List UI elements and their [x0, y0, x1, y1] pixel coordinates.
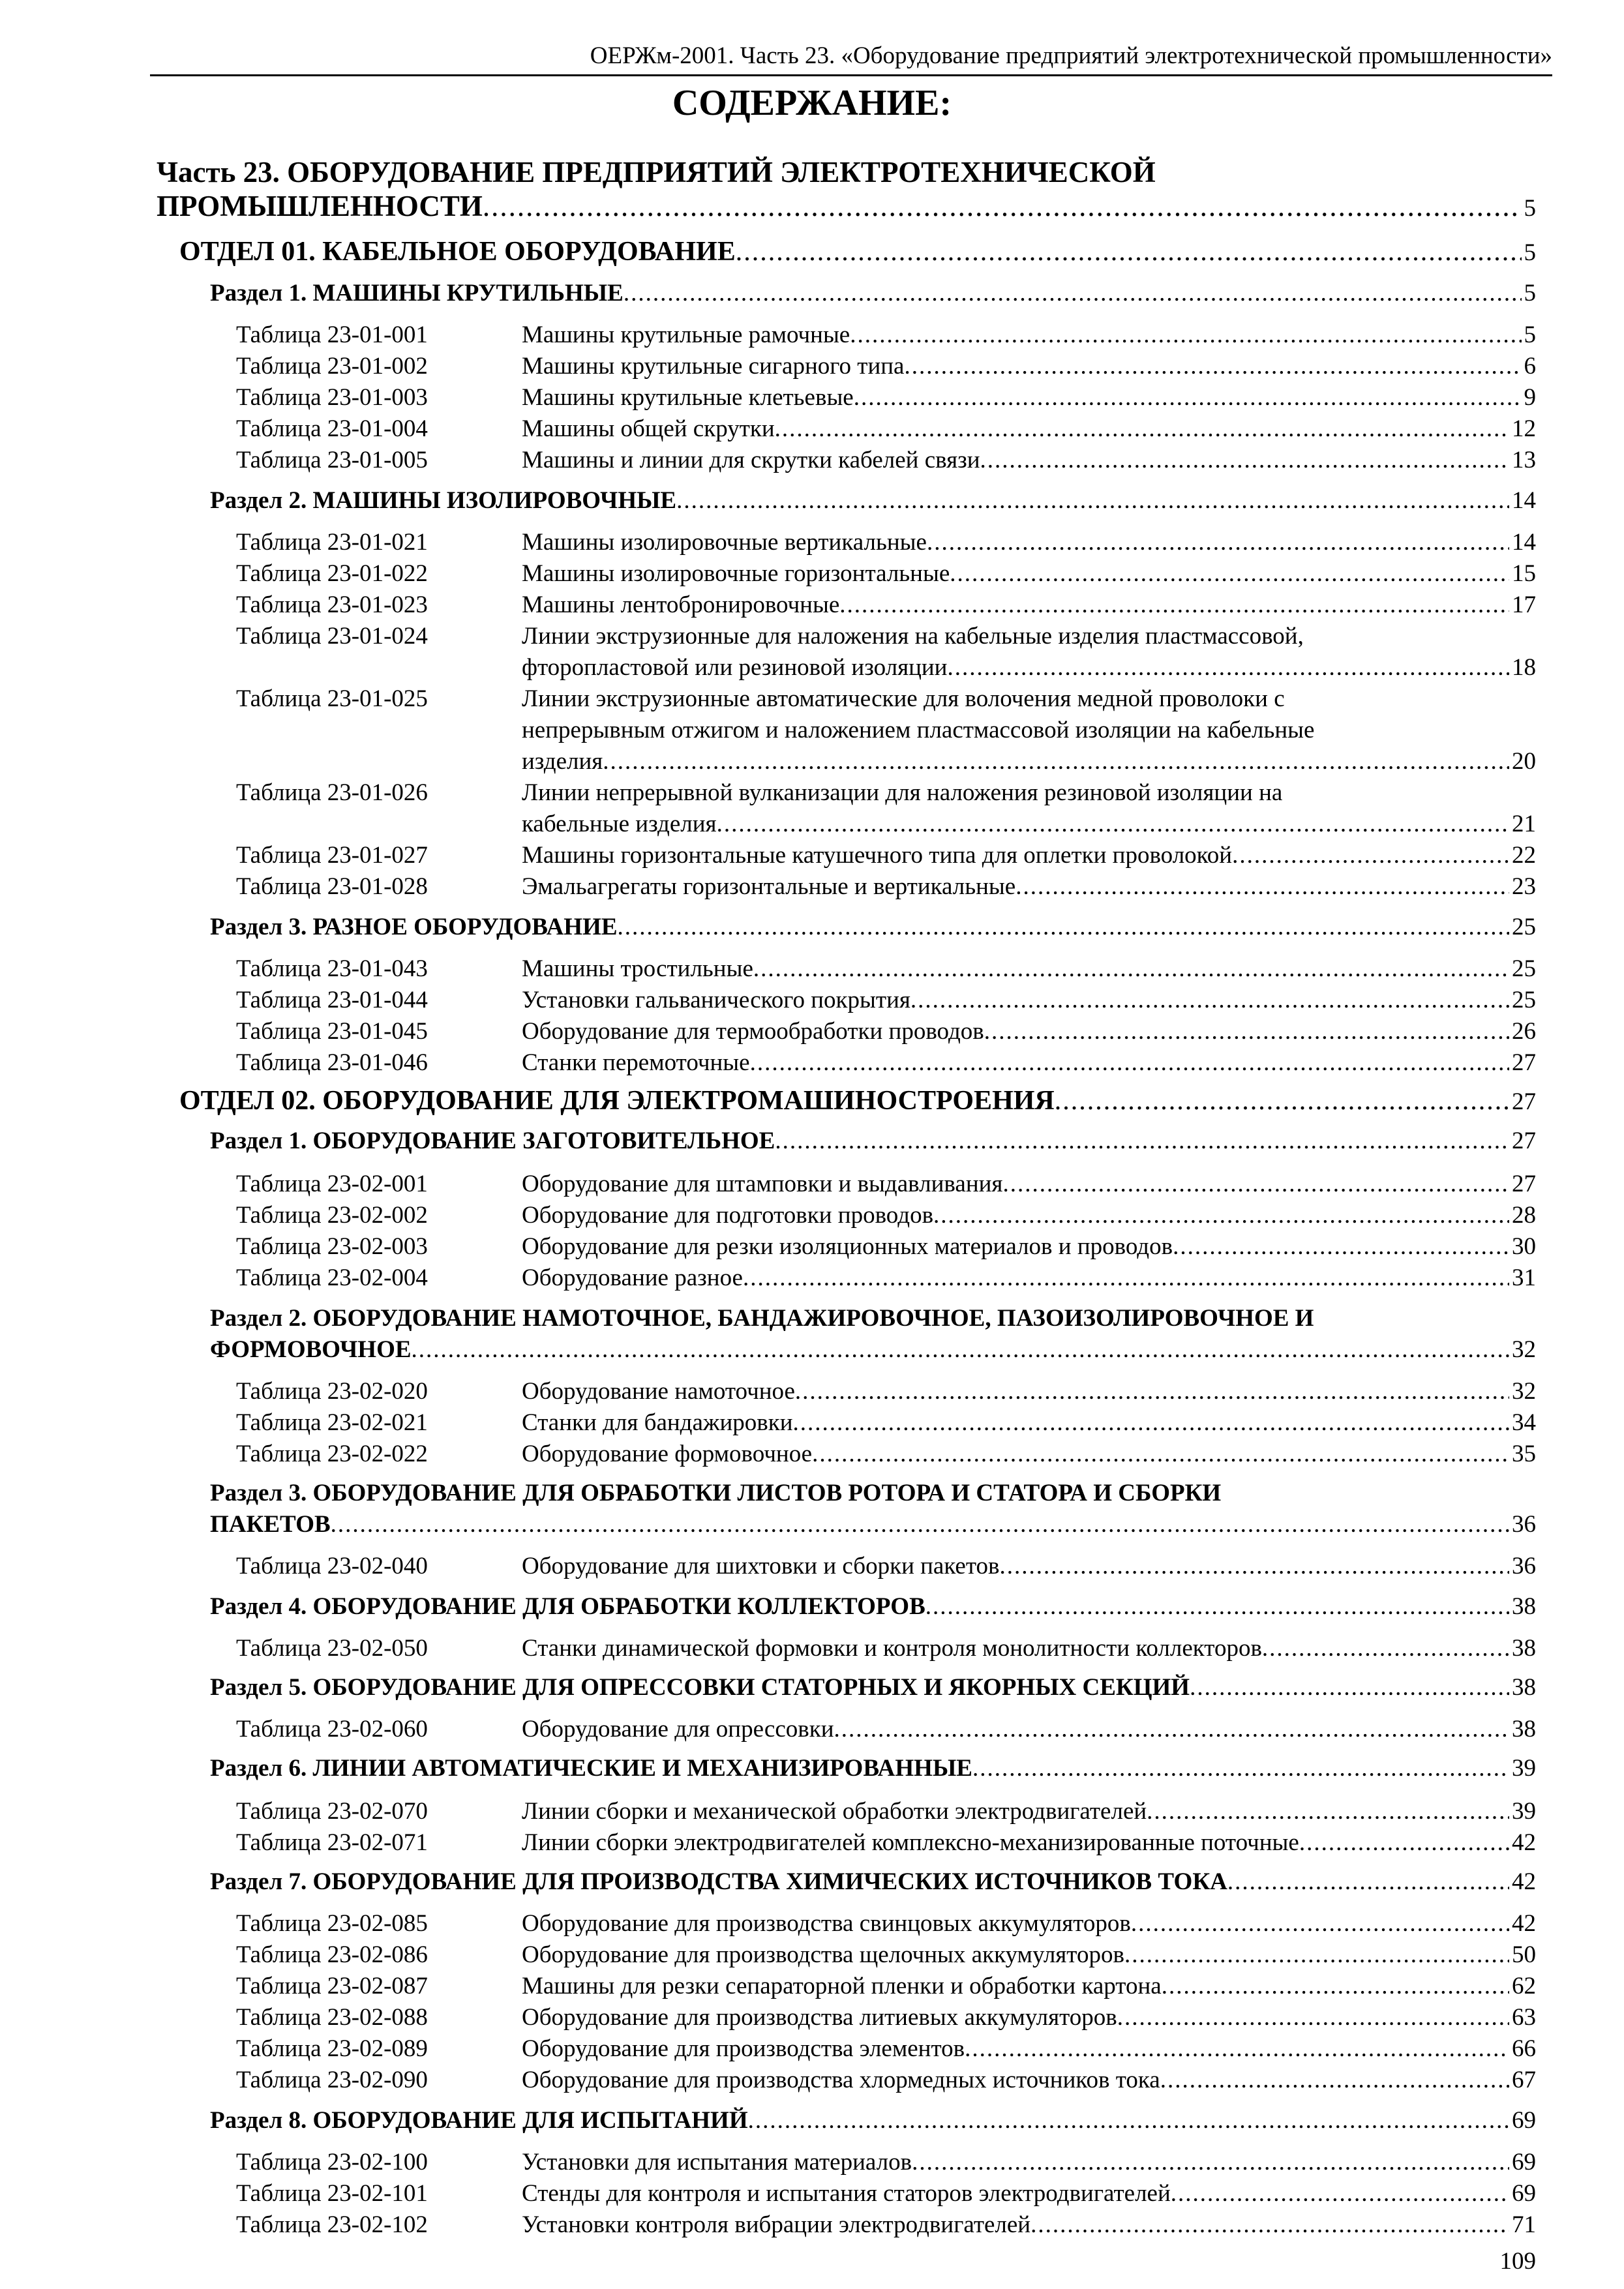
toc-page-number: 23: [1512, 873, 1536, 900]
toc-section-title: Раздел 6. ЛИНИИ АВТОМАТИЧЕСКИЕ И МЕХАНИЗИРОВАННЫЕ: [210, 1755, 972, 1782]
toc-page-number: 25: [1512, 955, 1536, 982]
toc-table-number: Таблица 23-01-026: [236, 779, 428, 806]
toc-table-number: Таблица 23-02-088: [236, 2004, 428, 2031]
leader-dots: [775, 1127, 1509, 1155]
toc-table-number: Таблица 23-01-005: [236, 447, 428, 473]
toc-table-number: Таблица 23-01-003: [236, 384, 428, 411]
leader-dots: [927, 528, 1509, 556]
toc-table-title: Оборудование для производства литиевых аккумуляторов: [522, 2004, 1117, 2031]
toc-page-number: 38: [1512, 1635, 1536, 1662]
toc-table-entry[interactable]: [236, 560, 1536, 588]
toc-section-title: Раздел 1. ОБОРУДОВАНИЕ ЗАГОТОВИТЕЛЬНОЕ: [210, 1128, 775, 1154]
toc-table-title: Линии сборки и механической обработки электродвигателей: [522, 1798, 1147, 1825]
toc-section-title-line1: Раздел 3. ОБОРУДОВАНИЕ ДЛЯ ОБРАБОТКИ ЛИСТОВ РОТОРА И СТАТОРА И СБОРКИ: [210, 1480, 1222, 1506]
toc-table-number: Таблица 23-02-002: [236, 1202, 428, 1229]
toc-page-number: 28: [1512, 1202, 1536, 1229]
toc-table-number: Таблица 23-02-021: [236, 1409, 428, 1436]
toc-department-title: ОТДЕЛ 01. КАБЕЛЬНОЕ ОБОРУДОВАНИЕ: [179, 237, 736, 267]
toc-section-title: Раздел 7. ОБОРУДОВАНИЕ ДЛЯ ПРОИЗВОДСТВА ХИМИЧЕСКИХ ИСТОЧНИКОВ ТОКА: [210, 1868, 1227, 1895]
toc-section-title-line2: ПАКЕТОВ: [210, 1511, 331, 1538]
leader-dots: [750, 1049, 1509, 1077]
toc-section[interactable]: [210, 1336, 1536, 1364]
leader-dots: [1015, 873, 1509, 901]
leader-dots: [331, 1510, 1509, 1538]
toc-table-title: Машины изолировочные вертикальные: [522, 529, 927, 556]
toc-page-number: 39: [1512, 1755, 1536, 1782]
toc-table-title: Машины крутильные клетьевые: [522, 384, 854, 411]
toc-page-number: 42: [1512, 1868, 1536, 1895]
leader-dots: [1160, 2066, 1509, 2094]
toc-table-title: Оборудование для штамповки и выдавливания: [522, 1171, 1003, 1197]
toc-table-entry[interactable]: [236, 1440, 1536, 1468]
toc-table-title: Машины тростильные: [522, 955, 753, 982]
toc-page-number: 20: [1512, 748, 1536, 775]
toc-department[interactable]: [179, 1085, 1536, 1116]
toc-section[interactable]: [210, 486, 1536, 515]
leader-dots: [483, 189, 1522, 223]
toc-page-number: 63: [1512, 2004, 1536, 2031]
toc-table-title: Линии сборки электродвигателей комплексно-механизированные поточные: [522, 1829, 1299, 1856]
toc-table-number: Таблица 23-02-050: [236, 1635, 428, 1662]
toc-table-entry[interactable]: [236, 955, 1536, 983]
toc-page-number: 38: [1512, 1674, 1536, 1701]
toc-table-number: Таблица 23-02-089: [236, 2035, 428, 2062]
toc-page-number: 25: [1512, 914, 1536, 940]
toc-table-entry[interactable]: [236, 1797, 1536, 1825]
toc-page-number: 31: [1512, 1264, 1536, 1291]
leader-dots: [839, 591, 1509, 619]
toc-table-entry[interactable]: [236, 1201, 1536, 1229]
leader-dots: [904, 352, 1521, 380]
toc-table-number: Таблица 23-01-046: [236, 1049, 428, 1076]
leader-dots: [1162, 1972, 1509, 2000]
toc-page-number: 32: [1512, 1336, 1536, 1363]
toc-table-entry[interactable]: [522, 810, 1536, 838]
toc-table-entry[interactable]: [236, 2211, 1536, 2239]
toc-table-title: Машины общей скрутки: [522, 415, 775, 442]
toc-page-number: 14: [1512, 487, 1536, 514]
toc-table-entry[interactable]: [236, 383, 1536, 411]
toc-table-number: Таблица 23-02-085: [236, 1910, 428, 1937]
toc-table-entry[interactable]: [236, 352, 1536, 380]
toc-table-entry[interactable]: [236, 1634, 1536, 1662]
toc-section[interactable]: [210, 1593, 1536, 1621]
toc-department-title: ОТДЕЛ 02. ОБОРУДОВАНИЕ ДЛЯ ЭЛЕКТРОМАШИНОСТРОЕНИЯ: [179, 1086, 1055, 1116]
toc-table-entry[interactable]: [236, 1233, 1536, 1261]
leader-dots: [412, 1336, 1509, 1364]
toc-page-number: 22: [1512, 842, 1536, 869]
toc-page-number: 32: [1512, 1378, 1536, 1405]
toc-table-entry[interactable]: [236, 1715, 1536, 1743]
toc-table-number: Таблица 23-02-004: [236, 1264, 428, 1291]
toc-section[interactable]: [210, 1127, 1536, 1155]
toc-table-title-line1: Линии непрерывной вулканизации для наложения резиновой изоляции на: [522, 779, 1283, 806]
toc-table-number: Таблица 23-02-020: [236, 1378, 428, 1405]
toc-table-title-line1: Линии экструзионные автоматические для волочения медной проволоки с: [522, 685, 1285, 712]
toc-page-number: 5: [1524, 280, 1536, 307]
toc-table-title: Станки динамической формовки и контроля монолитности коллекторов: [522, 1635, 1262, 1662]
toc-page-number: 38: [1512, 1716, 1536, 1743]
toc-page-number: 18: [1512, 654, 1536, 681]
toc-page-number: 26: [1512, 1018, 1536, 1045]
leader-dots: [854, 383, 1522, 411]
toc-table-title: Оборудование для термообработки проводов: [522, 1018, 984, 1045]
toc-page-number: 12: [1512, 415, 1536, 442]
leader-dots: [795, 1377, 1509, 1405]
leader-dots: [980, 446, 1509, 474]
toc-section-title: Раздел 5. ОБОРУДОВАНИЕ ДЛЯ ОПРЕССОВКИ СТАТОРНЫХ И ЯКОРНЫХ СЕКЦИЙ: [210, 1674, 1190, 1701]
toc-section[interactable]: [210, 279, 1536, 307]
toc-page-number: 69: [1512, 2149, 1536, 2176]
page-title: СОДЕРЖАНИЕ:: [672, 83, 952, 123]
toc-table-number: Таблица 23-01-043: [236, 955, 428, 982]
leader-dots: [950, 560, 1509, 588]
toc-table-number: Таблица 23-02-003: [236, 1233, 428, 1260]
running-header: ОЕРЖм-2001. Часть 23. «Оборудование предприятий электротехнической промышленности»: [150, 42, 1552, 76]
toc-table-entry[interactable]: [236, 415, 1536, 443]
toc-table-number: Таблица 23-01-021: [236, 529, 428, 556]
toc-page-number: 14: [1512, 529, 1536, 556]
leader-dots: [850, 321, 1521, 349]
leader-dots: [1124, 1941, 1509, 1969]
leader-dots: [965, 2035, 1509, 2063]
toc-page-number: 69: [1512, 2180, 1536, 2207]
toc-table-number: Таблица 23-02-071: [236, 1829, 428, 1856]
toc-table-title-line2: фторопластовой или резиновой изоляции: [522, 654, 948, 681]
leader-dots: [1131, 1909, 1509, 1937]
leader-dots: [1262, 1634, 1509, 1662]
toc-page-number: 36: [1512, 1553, 1536, 1579]
toc-table-entry[interactable]: [236, 841, 1536, 869]
toc-page-number: 30: [1512, 1233, 1536, 1260]
toc-page-number: 27: [1512, 1049, 1536, 1076]
toc-table-title: Оборудование разное: [522, 1264, 743, 1291]
toc-section[interactable]: [210, 2106, 1536, 2134]
toc-table-entry[interactable]: [236, 1017, 1536, 1045]
leader-dots: [1173, 1233, 1509, 1261]
toc-page-number: 17: [1512, 591, 1536, 618]
toc-table-entry[interactable]: [236, 1829, 1536, 1857]
toc-page-number: 69: [1512, 2107, 1536, 2134]
leader-dots: [676, 486, 1509, 515]
toc-table-title: Машины крутильные рамочные: [522, 322, 850, 348]
toc-table-number: Таблица 23-01-045: [236, 1018, 428, 1045]
toc-table-number: Таблица 23-02-090: [236, 2067, 428, 2093]
toc-table-title: Машины для резки сепараторной пленки и обработки картона: [522, 1973, 1162, 1999]
toc-table-number: Таблица 23-01-027: [236, 842, 428, 869]
toc-table-entry[interactable]: [236, 1941, 1536, 1969]
toc-table-number: Таблица 23-01-044: [236, 987, 428, 1013]
toc-table-title: Оборудование для резки изоляционных материалов и проводов: [522, 1233, 1173, 1260]
toc-part-line1: Часть 23. ОБОРУДОВАНИЕ ПРЕДПРИЯТИЙ ЭЛЕКТРОТЕХНИЧЕСКОЙ: [157, 156, 1156, 188]
toc-section[interactable]: [210, 1510, 1536, 1538]
toc-table-title: Оборудование для подготовки проводов: [522, 1202, 934, 1229]
toc-table-number: Таблица 23-02-086: [236, 1941, 428, 1968]
toc-page-number: 34: [1512, 1409, 1536, 1436]
toc-section[interactable]: [210, 913, 1536, 941]
leader-dots: [736, 236, 1522, 267]
toc-table-title: Установки для испытания материалов: [522, 2149, 912, 2176]
toc-table-title: Оборудование формовочное: [522, 1441, 813, 1467]
toc-table-title: Машины крутильные сигарного типа: [522, 353, 905, 380]
toc-table-title: Оборудование для производства элементов: [522, 2035, 965, 2062]
toc-table-number: Таблица 23-02-070: [236, 1798, 428, 1825]
toc-table-entry[interactable]: [236, 2179, 1536, 2207]
toc-page-number: 5: [1524, 322, 1536, 348]
toc-table-entry[interactable]: [236, 1552, 1536, 1580]
toc-table-title: Станки для бандажировки: [522, 1409, 793, 1436]
toc-page-number: 27: [1512, 1128, 1536, 1154]
toc-page-number: 15: [1512, 560, 1536, 587]
toc-page-number: 21: [1512, 811, 1536, 837]
toc-table-number: Таблица 23-01-025: [236, 685, 428, 712]
toc-table-number: Таблица 23-02-001: [236, 1171, 428, 1197]
toc-table-entry[interactable]: [236, 1972, 1536, 2000]
toc-page-number: 36: [1512, 1511, 1536, 1538]
leader-dots: [834, 1715, 1509, 1743]
toc-section[interactable]: [210, 1673, 1536, 1701]
leader-dots: [910, 986, 1509, 1014]
toc-table-number: Таблица 23-02-040: [236, 1553, 428, 1579]
toc-table-title: Оборудование для опрессовки: [522, 1716, 834, 1743]
toc-part-line2: ПРОМЫШЛЕННОСТИ: [157, 190, 483, 222]
toc-table-entry[interactable]: [236, 1264, 1536, 1292]
toc-section-title-line1: Раздел 2. ОБОРУДОВАНИЕ НАМОТОЧНОЕ, БАНДАЖИРОВОЧНОЕ, ПАЗОИЗОЛИРОВОЧНОЕ И: [210, 1305, 1314, 1332]
toc-table-number: Таблица 23-01-022: [236, 560, 428, 587]
leader-dots: [984, 1017, 1509, 1045]
toc-table-title: Оборудование намоточное: [522, 1378, 795, 1405]
leader-dots: [603, 747, 1509, 775]
toc-page-number: 5: [1524, 239, 1536, 266]
toc-table-title: Эмальагрегаты горизонтальные и вертикальные: [522, 873, 1016, 900]
toc-page-number: 35: [1512, 1441, 1536, 1467]
toc-table-title: Установки гальванического покрытия: [522, 987, 910, 1013]
toc-page-number: 42: [1512, 1829, 1536, 1856]
toc-table-number: Таблица 23-01-001: [236, 322, 428, 348]
toc-table-title: Машины изолировочные горизонтальные: [522, 560, 950, 587]
leader-dots: [1227, 1868, 1509, 1896]
toc-table-number: Таблица 23-02-060: [236, 1716, 428, 1743]
toc-table-entry[interactable]: [236, 873, 1536, 901]
toc-section[interactable]: [210, 1754, 1536, 1782]
toc-table-title: Машины лентобронировочные: [522, 591, 840, 618]
toc-table-number: Таблица 23-01-004: [236, 415, 428, 442]
page-number: 109: [1499, 2248, 1536, 2275]
leader-dots: [1299, 1829, 1509, 1857]
toc-page-number: 71: [1512, 2211, 1536, 2238]
toc-table-entry[interactable]: [236, 2035, 1536, 2063]
leader-dots: [1232, 841, 1509, 869]
toc-page-number: 50: [1512, 1941, 1536, 1968]
toc-table-title: Станки перемоточные: [522, 1049, 750, 1076]
toc-table-number: Таблица 23-01-023: [236, 591, 428, 618]
leader-dots: [775, 415, 1509, 443]
toc-table-title-line2: кабельные изделия: [522, 811, 717, 837]
leader-dots: [925, 1593, 1509, 1621]
toc-table-number: Таблица 23-01-024: [236, 623, 428, 650]
toc-page-number: 67: [1512, 2067, 1536, 2093]
toc-table-number: Таблица 23-02-087: [236, 1973, 428, 1999]
toc-page-number: 38: [1512, 1593, 1536, 1620]
toc-table-title: Машины и линии для скрутки кабелей связи: [522, 447, 980, 473]
toc-table-number: Таблица 23-02-022: [236, 1441, 428, 1467]
toc-section-title: Раздел 4. ОБОРУДОВАНИЕ ДЛЯ ОБРАБОТКИ КОЛЛЕКТОРОВ: [210, 1593, 925, 1620]
leader-dots: [793, 1409, 1509, 1437]
toc-table-title-line2: непрерывным отжигом и наложением пластмассовой изоляции на кабельные: [522, 717, 1315, 743]
leader-dots: [1030, 2211, 1509, 2239]
toc-table-entry[interactable]: [236, 321, 1536, 349]
leader-dots: [812, 1440, 1509, 1468]
toc-table-entry[interactable]: [236, 591, 1536, 619]
leader-dots: [912, 2148, 1509, 2176]
toc-table-entry[interactable]: [236, 2066, 1536, 2094]
leader-dots: [1117, 2003, 1509, 2031]
toc-page-number: 13: [1512, 447, 1536, 473]
toc-table-entry[interactable]: [236, 986, 1536, 1014]
leader-dots: [753, 955, 1509, 983]
toc-page-number: 39: [1512, 1798, 1536, 1825]
leader-dots: [743, 1264, 1509, 1292]
toc-table-entry[interactable]: [236, 2148, 1536, 2176]
toc-table-entry[interactable]: [236, 1409, 1536, 1437]
toc-page-number: 27: [1512, 1171, 1536, 1197]
toc-table-number: Таблица 23-01-002: [236, 353, 428, 380]
toc-page-number: 25: [1512, 987, 1536, 1013]
toc-table-title: Установки контроля вибрации электродвигателей: [522, 2211, 1031, 2238]
leader-dots: [624, 279, 1522, 307]
toc-table-entry[interactable]: [236, 1909, 1536, 1937]
toc-page-number: 27: [1512, 1088, 1536, 1115]
leader-dots: [1147, 1797, 1509, 1825]
toc-table-title: Машины горизонтальные катушечного типа для оплетки проволокой: [522, 842, 1233, 869]
leader-dots: [948, 653, 1510, 681]
toc-table-entry[interactable]: [236, 528, 1536, 556]
leader-dots: [618, 913, 1509, 941]
toc-table-entry[interactable]: [236, 1049, 1536, 1077]
toc-page-number: 42: [1512, 1910, 1536, 1937]
leader-dots: [999, 1552, 1509, 1580]
toc-table-entry[interactable]: [236, 1170, 1536, 1198]
toc-page-number: 66: [1512, 2035, 1536, 2062]
toc-table-number: Таблица 23-01-028: [236, 873, 428, 900]
toc-section-title: Раздел 1. МАШИНЫ КРУТИЛЬНЫЕ: [210, 280, 624, 307]
leader-dots: [972, 1754, 1509, 1782]
toc-table-title-line1: Линии экструзионные для наложения на кабельные изделия пластмассовой,: [522, 623, 1304, 650]
toc-table-entry[interactable]: [236, 446, 1536, 474]
toc-part[interactable]: [157, 189, 1536, 223]
toc-table-title: Оборудование для производства щелочных аккумуляторов: [522, 1941, 1124, 1968]
toc-table-title: Оборудование для производства свинцовых аккумуляторов: [522, 1910, 1131, 1937]
toc-section-title-line2: ФОРМОВОЧНОЕ: [210, 1336, 412, 1363]
leader-dots: [717, 810, 1509, 838]
toc-department[interactable]: [179, 236, 1536, 267]
toc-table-title: Оборудование для производства хлормедных источников тока: [522, 2067, 1160, 2093]
toc-table-number: Таблица 23-02-100: [236, 2149, 428, 2176]
toc-table-title: Стенды для контроля и испытания статоров электродвигателей: [522, 2180, 1171, 2207]
toc-table-title-line3: изделия: [522, 748, 603, 775]
toc-page-number: 6: [1524, 353, 1536, 380]
toc-page-number: 5: [1524, 195, 1536, 222]
toc-table-entry[interactable]: [522, 747, 1536, 775]
leader-dots: [748, 2106, 1509, 2134]
leader-dots: [1055, 1085, 1509, 1116]
toc-section[interactable]: [210, 1868, 1536, 1896]
toc-section-title: Раздел 3. РАЗНОЕ ОБОРУДОВАНИЕ: [210, 914, 618, 940]
toc-section-title: Раздел 2. МАШИНЫ ИЗОЛИРОВОЧНЫЕ: [210, 487, 677, 514]
leader-dots: [1002, 1170, 1509, 1198]
toc-table-number: Таблица 23-02-102: [236, 2211, 428, 2238]
toc-page-number: 9: [1524, 384, 1536, 411]
toc-table-entry[interactable]: [522, 653, 1536, 681]
leader-dots: [933, 1201, 1509, 1229]
toc-section-title: Раздел 8. ОБОРУДОВАНИЕ ДЛЯ ИСПЫТАНИЙ: [210, 2107, 748, 2134]
toc-table-entry[interactable]: [236, 2003, 1536, 2031]
toc-table-title: Оборудование для шихтовки и сборки пакетов: [522, 1553, 1000, 1579]
leader-dots: [1190, 1673, 1509, 1701]
toc-table-number: Таблица 23-02-101: [236, 2180, 428, 2207]
toc-page-number: 62: [1512, 1973, 1536, 1999]
leader-dots: [1171, 2179, 1509, 2207]
toc-table-entry[interactable]: [236, 1377, 1536, 1405]
